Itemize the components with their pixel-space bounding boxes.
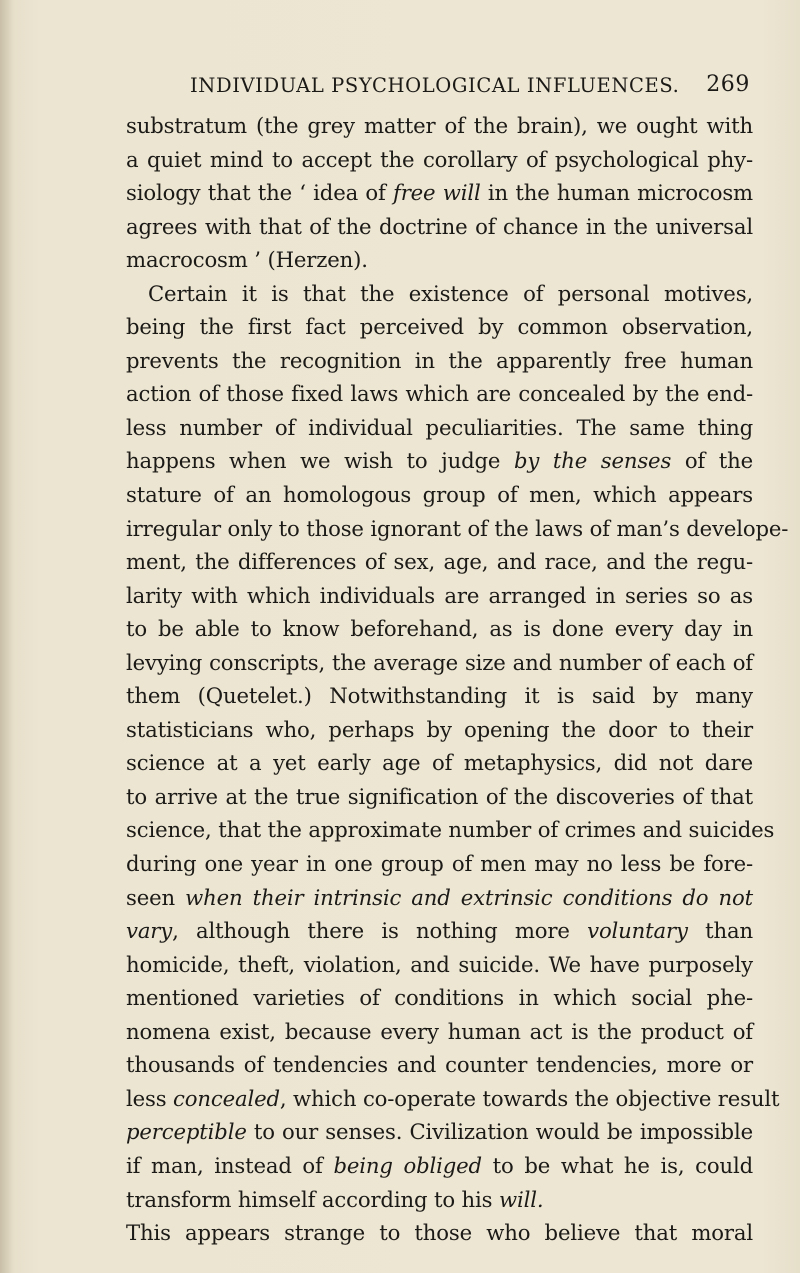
text-segment: , although there is nothing more (172, 918, 588, 944)
text-segment: less number of individual peculiarities. The same thing (126, 414, 753, 440)
italic-text: vary (126, 918, 173, 944)
text-line (126, 310, 753, 344)
text-line (126, 210, 753, 244)
page-gutter-shadow (0, 0, 14, 1273)
text-segment: levying conscripts, the average size and number of each of (126, 649, 753, 675)
text-line (126, 243, 753, 277)
text-line (126, 143, 753, 177)
text-segment: , which co-operate towards the objective result (279, 1085, 780, 1111)
text-segment: seen (126, 884, 186, 910)
text-segment: during one year in one group of men may no less be fore- (126, 851, 753, 877)
text-segment: if man, instead of (126, 1152, 334, 1178)
text-segment: irregular only to those ignorant of the laws of man’s develope- (126, 515, 789, 541)
text-segment: macrocosm ’ (Herzen). (126, 247, 368, 273)
text-segment: less (126, 1085, 174, 1111)
text-segment: thousands of tendencies and counter tendencies, more or (126, 1052, 753, 1078)
text-line (126, 512, 789, 546)
text-segment: them (Quetelet.) Notwithstanding it is said by many (126, 683, 753, 709)
text-line (126, 713, 753, 747)
text-segment: of the (671, 448, 754, 474)
text-line (126, 344, 753, 378)
italic-text: concealed (173, 1085, 280, 1111)
text-line (126, 1082, 780, 1116)
italic-text: voluntary (587, 918, 688, 944)
text-segment: science at a yet early age of metaphysics, did not dare (126, 750, 753, 776)
text-segment: This appears strange to those who believe that moral (126, 1220, 753, 1246)
text-segment: substratum (the grey matter of the brain), we ought with (126, 113, 753, 138)
text-line (126, 881, 753, 915)
text-segment: homicide, theft, violation, and suicide. We have purposely (126, 951, 753, 977)
text-line (126, 847, 753, 881)
italic-text: perceptible (126, 1119, 247, 1145)
text-segment: to be what he is, could (481, 1152, 753, 1178)
italic-text: when their intrinsic and extrinsic conditions do not (185, 884, 753, 910)
text-line (126, 914, 753, 948)
text-line (126, 478, 753, 512)
text-line (126, 109, 753, 143)
text-segment: science, that the approximate number of crimes and suicides (126, 817, 775, 843)
text-segment: nomena exist, because every human act is the product of (126, 1018, 753, 1044)
text-segment: a quiet mind to accept the corollary of psychological phy- (126, 146, 753, 172)
text-segment: Certain it is that the existence of personal motives, (148, 280, 753, 306)
text-line (126, 679, 753, 713)
text-line (126, 1115, 753, 1149)
text-line (126, 176, 753, 210)
text-segment: to be able to know beforehand, as is done every day in (126, 616, 753, 642)
italic-text: free will (393, 180, 481, 206)
text-line (126, 780, 753, 814)
text-segment: action of those fixed laws which are concealed by the end- (126, 381, 753, 407)
text-segment: to arrive at the true signification of the discoveries of that (126, 783, 753, 809)
text-segment: mentioned varieties of conditions in which social phe- (126, 985, 753, 1011)
text-segment: agrees with that of the doctrine of chance in the universal (126, 213, 753, 239)
text-line (126, 813, 775, 847)
text-line (126, 411, 753, 445)
text-line (126, 444, 753, 478)
text-line (126, 746, 753, 780)
running-header-title: INDIVIDUAL PSYCHOLOGICAL INFLUENCES. (190, 74, 680, 97)
text-segment: prevents the recognition in the apparently free human (126, 347, 753, 373)
text-segment: statisticians who, perhaps by opening the door to their (126, 716, 753, 742)
text-segment: in the human microcosm (480, 180, 753, 206)
text-line (126, 377, 753, 411)
text-line (126, 1048, 753, 1082)
text-segment: happens when we wish to judge (126, 448, 514, 474)
text-line (126, 646, 753, 680)
running-header (190, 74, 750, 104)
text-line (126, 981, 753, 1015)
text-line (126, 948, 753, 982)
text-segment: than (687, 918, 753, 944)
body-text (126, 109, 789, 1246)
text-line (126, 545, 753, 579)
italic-text: will. (498, 1186, 544, 1212)
text-line (126, 612, 753, 646)
text-segment: ment, the differences of sex, age, and race, and the regu- (126, 549, 753, 575)
text-line (126, 1015, 753, 1049)
text-line (126, 1216, 753, 1250)
text-segment: stature of an homologous group of men, which appears (126, 482, 753, 508)
text-segment: larity with which individuals are arranged in series so as (126, 582, 753, 608)
text-segment: siology that the ‘ idea of (126, 180, 393, 206)
text-line (126, 579, 753, 613)
italic-text: by the senses (513, 448, 672, 474)
text-line (126, 1149, 753, 1183)
text-segment: transform himself according to his (126, 1186, 499, 1212)
page-number: 269 (706, 72, 750, 97)
text-segment: being the first fact perceived by common observation, (126, 314, 753, 340)
text-line (126, 277, 753, 311)
italic-text: being obliged (333, 1152, 482, 1178)
text-segment: to our senses. Civilization would be impossible (246, 1119, 753, 1145)
text-line (126, 1183, 753, 1217)
